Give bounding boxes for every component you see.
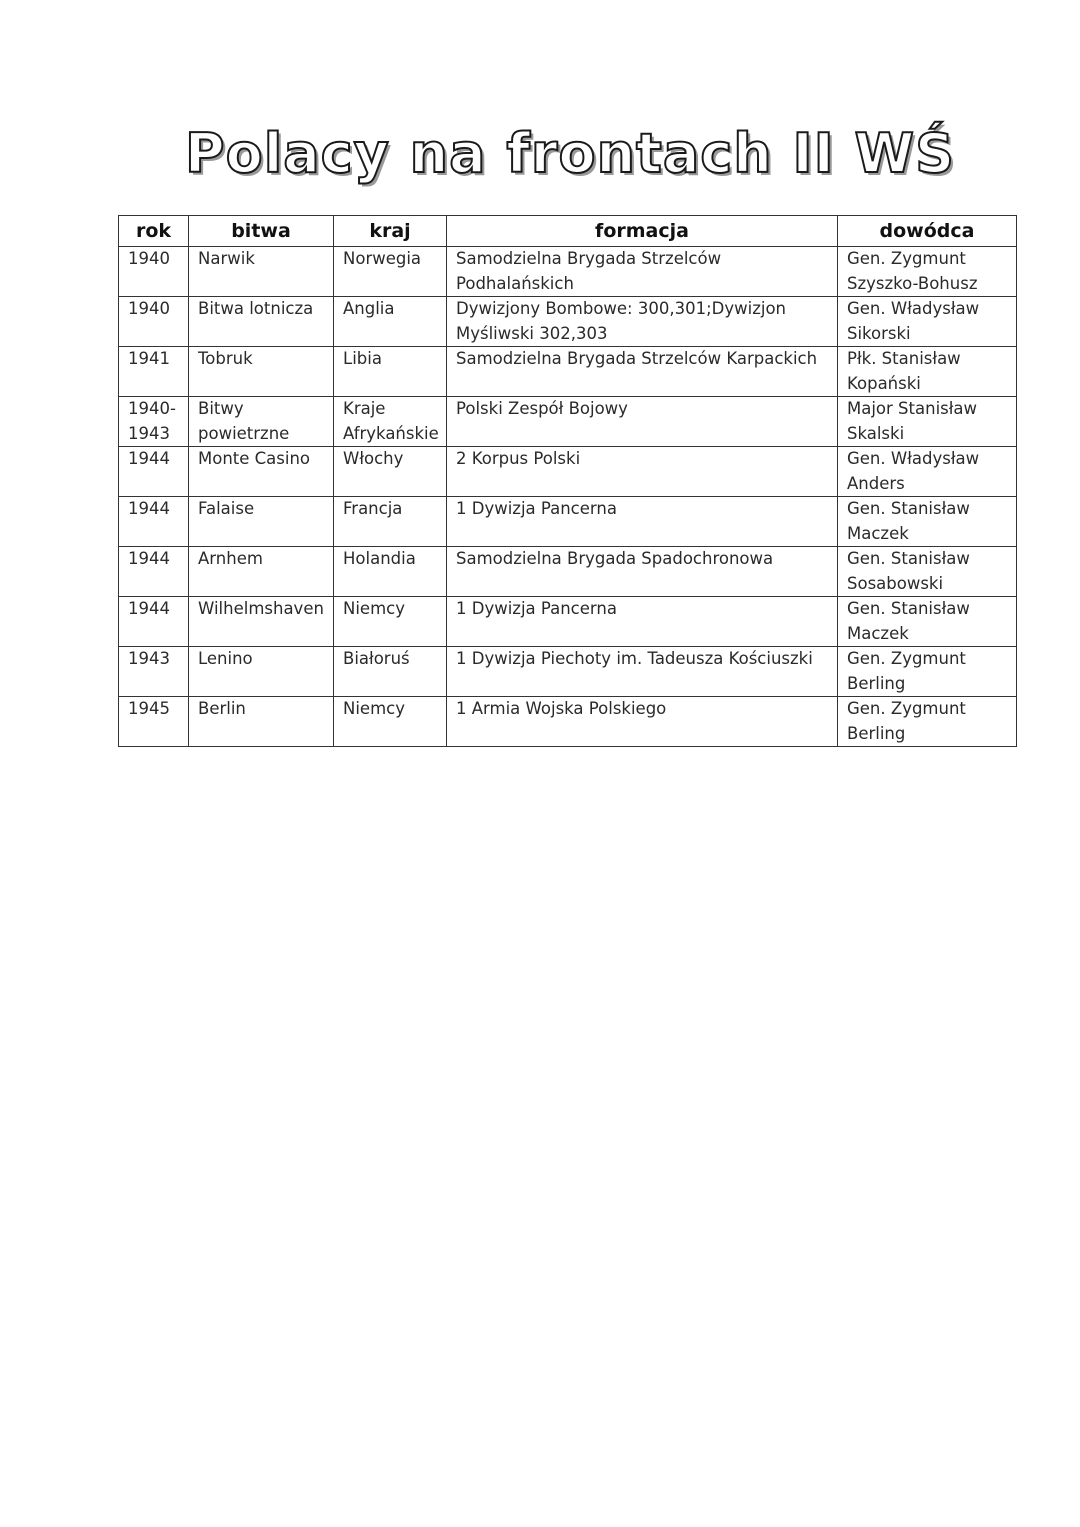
cell-bitwa: Berlin [189, 697, 334, 747]
cell-dowodca: Płk. Stanisław Kopański [838, 347, 1017, 397]
cell-formacja: Samodzielna Brygada Strzelców Karpackich [447, 347, 838, 397]
table-row [119, 347, 1017, 397]
cell-bitwa: Bitwa lotnicza [189, 297, 334, 347]
cell-dowodca: Gen. Stanisław Sosabowski [838, 547, 1017, 597]
cell-rok: 1943 [119, 647, 189, 697]
table-row [119, 647, 1017, 697]
cell-kraj: Holandia [334, 547, 447, 597]
cell-kraj: Kraje Afrykańskie [334, 397, 447, 447]
cell-bitwa: Tobruk [189, 347, 334, 397]
cell-rok: 1940 [119, 247, 189, 297]
cell-rok: 1945 [119, 697, 189, 747]
column-header-bitwa: bitwa [189, 216, 334, 247]
cell-dowodca: Gen. Zygmunt Berling [838, 697, 1017, 747]
cell-formacja: 2 Korpus Polski [447, 447, 838, 497]
cell-rok: 1940-1943 [119, 397, 189, 447]
cell-kraj: Białoruś [334, 647, 447, 697]
cell-rok: 1944 [119, 497, 189, 547]
column-header-formacja: formacja [447, 216, 838, 247]
cell-bitwa: Narwik [189, 247, 334, 297]
cell-formacja: 1 Armia Wojska Polskiego [447, 697, 838, 747]
cell-dowodca: Gen. Stanisław Maczek [838, 597, 1017, 647]
column-header-kraj: kraj [334, 216, 447, 247]
cell-formacja: Samodzielna Brygada Spadochronowa [447, 547, 838, 597]
cell-dowodca: Gen. Zygmunt Berling [838, 647, 1017, 697]
cell-dowodca: Gen. Stanisław Maczek [838, 497, 1017, 547]
cell-formacja: 1 Dywizja Pancerna [447, 497, 838, 547]
cell-kraj: Niemcy [334, 697, 447, 747]
table-row [119, 297, 1017, 347]
table-row [119, 697, 1017, 747]
header-row [119, 216, 1017, 247]
cell-bitwa: Wilhelmshaven [189, 597, 334, 647]
cell-kraj: Francja [334, 497, 447, 547]
cell-rok: 1944 [119, 447, 189, 497]
cell-rok: 1944 [119, 547, 189, 597]
cell-kraj: Anglia [334, 297, 447, 347]
cell-rok: 1940 [119, 297, 189, 347]
table-row [119, 447, 1017, 497]
battles-table [118, 215, 1017, 747]
column-header-rok: rok [119, 216, 189, 247]
cell-dowodca: Gen. Zygmunt Szyszko-Bohusz [838, 247, 1017, 297]
table-row [119, 547, 1017, 597]
cell-kraj: Libia [334, 347, 447, 397]
cell-bitwa: Arnhem [189, 547, 334, 597]
table-row [119, 247, 1017, 297]
column-header-dowodca: dowódca [838, 216, 1017, 247]
table-header [119, 216, 1017, 247]
cell-dowodca: Major Stanisław Skalski [838, 397, 1017, 447]
cell-kraj: Włochy [334, 447, 447, 497]
cell-bitwa: Lenino [189, 647, 334, 697]
cell-formacja: 1 Dywizja Piechoty im. Tadeusza Kościuszki [447, 647, 838, 697]
cell-formacja: Polski Zespół Bojowy [447, 397, 838, 447]
cell-kraj: Norwegia [334, 247, 447, 297]
table-row [119, 597, 1017, 647]
table-row [119, 397, 1017, 447]
cell-formacja: 1 Dywizja Pancerna [447, 597, 838, 647]
cell-rok: 1941 [119, 347, 189, 397]
cell-formacja: Dywizjony Bombowe: 300,301;Dywizjon Myśliwski 302,303 [447, 297, 838, 347]
cell-dowodca: Gen. Władysław Anders [838, 447, 1017, 497]
table-body [119, 247, 1017, 747]
cell-bitwa: Falaise [189, 497, 334, 547]
cell-bitwa: Monte Casino [189, 447, 334, 497]
battles-table-container [118, 215, 1016, 747]
table-row [119, 497, 1017, 547]
cell-bitwa: Bitwy powietrzne [189, 397, 334, 447]
page-title: Polacy na frontach II WŚ [185, 122, 955, 185]
cell-dowodca: Gen. Władysław Sikorski [838, 297, 1017, 347]
cell-formacja: Samodzielna Brygada Strzelców Podhalańskich [447, 247, 838, 297]
cell-rok: 1944 [119, 597, 189, 647]
cell-kraj: Niemcy [334, 597, 447, 647]
